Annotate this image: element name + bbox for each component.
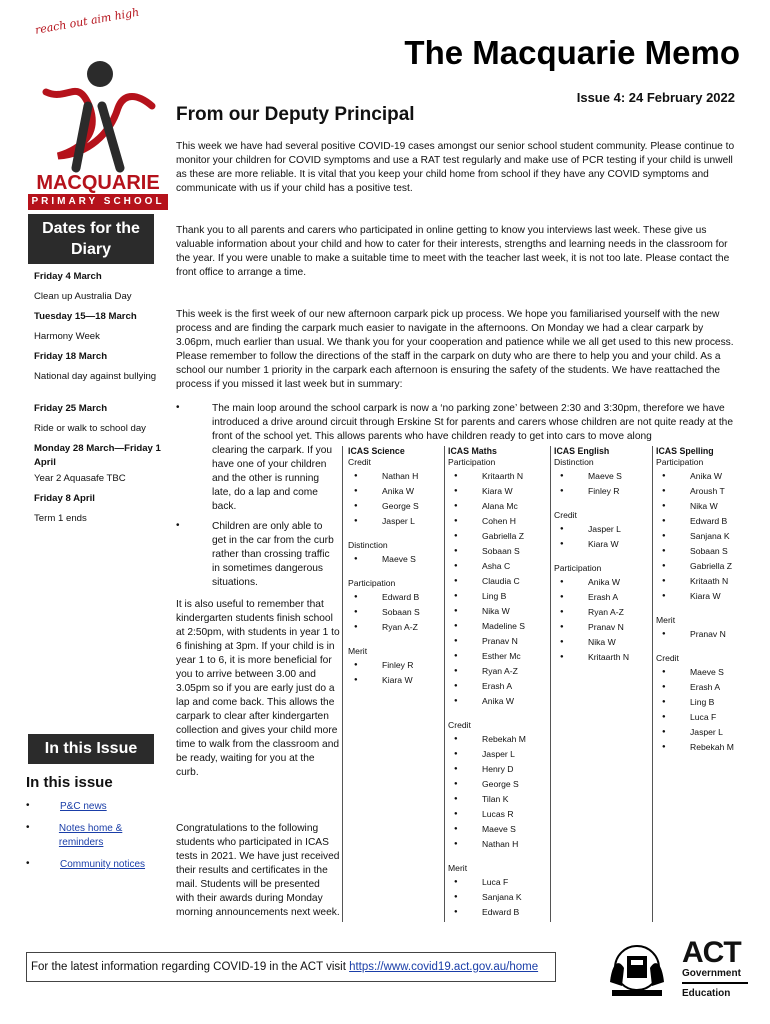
bullet-carpark-loop-continued: clearing the carpark. If you have one of your children and the other is running late, do a lap and come back. bbox=[212, 445, 333, 512]
student-list-item bbox=[448, 905, 548, 920]
diary-date: Friday 25 March bbox=[34, 403, 108, 414]
spacer bbox=[448, 852, 548, 862]
student-list-item bbox=[656, 559, 740, 574]
bullet-dot: ● bbox=[354, 473, 358, 479]
student-name: Nika W bbox=[482, 606, 510, 616]
student-name: Lucas R bbox=[482, 809, 514, 819]
student-list-item bbox=[448, 529, 548, 544]
school-logo bbox=[28, 5, 174, 212]
bullet-dot: ● bbox=[454, 683, 458, 689]
paragraph-covid: This week we have had several positive COVID-19 cases amongst our senior school student community. Please continue to monitor your children for COVID symptoms and use a RAT test regularly and make use of PCR testing if your child is unwell as these are more reliable. It is vital that you keep your child home from school if they have any COVID symptoms and communicate with us if your child has a positive test. bbox=[176, 141, 735, 194]
section-heading: From our Deputy Principal bbox=[176, 104, 415, 125]
act-government-logo bbox=[600, 938, 750, 1008]
student-list-item bbox=[554, 635, 650, 650]
student-list-item bbox=[348, 658, 442, 673]
student-list-item bbox=[448, 837, 548, 852]
student-name: Sobaan S bbox=[482, 546, 520, 556]
divider bbox=[342, 446, 343, 922]
bullet-dot: ● bbox=[662, 518, 666, 524]
bullet-dot: ● bbox=[454, 811, 458, 817]
student-list-item bbox=[554, 590, 650, 605]
covid-footer bbox=[26, 952, 556, 982]
student-name: Edward B bbox=[690, 516, 728, 526]
student-list-item bbox=[348, 673, 442, 688]
bullet-dot: ● bbox=[354, 609, 358, 615]
bullet-dot: ● bbox=[454, 698, 458, 704]
student-name: Sanjana K bbox=[482, 892, 522, 902]
student-list-item bbox=[448, 634, 548, 649]
student-list-item bbox=[348, 514, 442, 529]
icas-spelling-column bbox=[656, 446, 740, 755]
student-list-item bbox=[448, 747, 548, 762]
student-list-item bbox=[448, 792, 548, 807]
bullet-dot: ● bbox=[454, 488, 458, 494]
bullet-dot: ● bbox=[560, 579, 564, 585]
bullet-dot: • bbox=[176, 402, 180, 413]
issue-link-item bbox=[26, 822, 166, 850]
bullet-curb: Children are only able to get in the car from the curb rather than crossing traffic in sometimes dangerous situations. bbox=[212, 521, 334, 588]
issue-link[interactable]: Community notices bbox=[60, 859, 146, 870]
student-name: Tilan K bbox=[482, 794, 509, 804]
bullet-dot: ● bbox=[662, 488, 666, 494]
paragraph-interviews: Thank you to all parents and carers who participated in online getting to know you interviews last week. These give us valuable information about your child and how to cater for their interests, strengths and learning needs in the classroom for the year. If you were unable to make a suitable time to meet with the teacher last week, it is not too late. Please contact the front office to arrange a time. bbox=[176, 225, 730, 278]
student-list bbox=[448, 875, 548, 920]
bullet-dot: ● bbox=[354, 503, 358, 509]
student-name: Kiara W bbox=[382, 675, 413, 685]
student-list-item bbox=[348, 620, 442, 635]
award-level-label: Participation bbox=[554, 563, 602, 573]
student-name: Erash A bbox=[588, 592, 619, 602]
student-name: Erash A bbox=[482, 681, 513, 691]
award-level-label: Merit bbox=[448, 863, 468, 873]
divider bbox=[444, 446, 445, 922]
student-list-item bbox=[656, 740, 740, 755]
footer-text: For the latest information regarding COVID-19 in the ACT visit bbox=[31, 961, 350, 973]
spacer bbox=[554, 552, 650, 562]
student-name: Maeve S bbox=[690, 667, 724, 677]
bullet-dot: ● bbox=[560, 488, 564, 494]
student-name: George S bbox=[382, 501, 419, 511]
icas-column-title: ICAS English bbox=[554, 446, 610, 456]
bullet-dot: ● bbox=[354, 594, 358, 600]
bullet-dot: ● bbox=[454, 623, 458, 629]
student-name: Sobaan S bbox=[382, 607, 420, 617]
student-name: Erash A bbox=[690, 682, 721, 692]
student-list bbox=[348, 658, 442, 688]
paragraph-icas-congrats: Congratulations to the following students who participated in ICAS tests in 2021. We have just received their results and certificates in the mail. Students will be presented with their awards during Monday morning announcements next week. bbox=[176, 823, 340, 918]
issue-link-item bbox=[26, 858, 166, 872]
bullet-dot: ● bbox=[454, 796, 458, 802]
student-name: Nika W bbox=[690, 501, 718, 511]
student-list-item bbox=[348, 552, 442, 567]
student-name: Pranav N bbox=[482, 636, 518, 646]
award-level-label: Participation bbox=[448, 457, 496, 467]
student-name: Gabriella Z bbox=[482, 531, 525, 541]
student-list-item bbox=[554, 575, 650, 590]
issue-link[interactable]: Notes home & reminders bbox=[58, 823, 123, 848]
student-list-item bbox=[554, 484, 650, 499]
student-list-item bbox=[656, 627, 740, 642]
student-name: Kritaath N bbox=[690, 576, 729, 586]
bullet-dot: ● bbox=[662, 631, 666, 637]
bullet-dot: ● bbox=[662, 578, 666, 584]
student-list-item bbox=[554, 469, 650, 484]
student-name: Kritaarth N bbox=[482, 471, 524, 481]
award-level-label: Credit bbox=[554, 510, 577, 520]
bullet-dot: ● bbox=[454, 751, 458, 757]
bullet-dot: ● bbox=[454, 879, 458, 885]
bullet-dot: • bbox=[26, 858, 30, 869]
student-list-item bbox=[656, 484, 740, 499]
spacer bbox=[448, 709, 548, 719]
bullet-dot: ● bbox=[454, 503, 458, 509]
student-name: Jasper L bbox=[690, 727, 723, 737]
student-name: Claudia C bbox=[482, 576, 520, 586]
bullet-dot: ● bbox=[560, 594, 564, 600]
student-list-item bbox=[554, 605, 650, 620]
diary-event: Term 1 ends bbox=[34, 513, 87, 524]
student-name: Jasper L bbox=[588, 524, 621, 534]
student-name: Anika W bbox=[482, 696, 514, 706]
student-name: Kiara W bbox=[482, 486, 513, 496]
student-name: Ling B bbox=[482, 591, 507, 601]
student-name: Jasper L bbox=[482, 749, 515, 759]
student-list-item bbox=[656, 514, 740, 529]
student-list-item bbox=[448, 469, 548, 484]
student-list-item bbox=[448, 589, 548, 604]
student-name: Finley R bbox=[382, 660, 414, 670]
student-list-item bbox=[554, 522, 650, 537]
diary-title-box: Dates for the Diary bbox=[28, 214, 154, 264]
icas-science-column bbox=[348, 446, 442, 688]
student-name: Henry D bbox=[482, 764, 514, 774]
bullet-dot: ● bbox=[354, 518, 358, 524]
student-list bbox=[348, 590, 442, 635]
bullet-dot: ● bbox=[662, 684, 666, 690]
student-list-item bbox=[554, 537, 650, 552]
student-list bbox=[554, 522, 650, 552]
issue-date: Issue 4: 24 February 2022 bbox=[576, 90, 735, 105]
student-name: Madeline S bbox=[482, 621, 525, 631]
bullet-dot: ● bbox=[454, 766, 458, 772]
student-list-item bbox=[448, 619, 548, 634]
student-name: Maeve S bbox=[382, 554, 416, 564]
icas-maths-column bbox=[448, 446, 548, 920]
bullet-dot: ● bbox=[454, 563, 458, 569]
student-list-item bbox=[448, 559, 548, 574]
student-list-item bbox=[448, 544, 548, 559]
diary-date: Friday 4 March bbox=[34, 271, 102, 282]
student-name: Nika W bbox=[588, 637, 616, 647]
bullet-dot: ● bbox=[454, 653, 458, 659]
logo-school-name: MACQUARIE bbox=[36, 172, 160, 194]
award-level-label: Credit bbox=[348, 457, 371, 467]
student-name: Cohen H bbox=[482, 516, 516, 526]
bullet-dot: ● bbox=[560, 654, 564, 660]
student-list-item bbox=[348, 484, 442, 499]
student-name: Ryan A-Z bbox=[482, 666, 518, 676]
student-list-item bbox=[348, 469, 442, 484]
student-list-item bbox=[348, 605, 442, 620]
act-education-label: Education bbox=[682, 988, 731, 999]
student-name: Edward B bbox=[482, 907, 520, 917]
student-list-item bbox=[448, 574, 548, 589]
student-name: Luca F bbox=[690, 712, 717, 722]
bullet-dot: • bbox=[176, 520, 180, 531]
logo-motto: reach out aim high bbox=[34, 5, 141, 37]
student-list-item bbox=[448, 822, 548, 837]
bullet-dot: ● bbox=[560, 639, 564, 645]
student-name: Ryan A-Z bbox=[588, 607, 624, 617]
act-crest-icon bbox=[600, 938, 674, 1002]
student-list bbox=[656, 665, 740, 755]
bullet-dot: ● bbox=[662, 699, 666, 705]
bullet-dot: ● bbox=[454, 578, 458, 584]
newsletter-title: The Macquarie Memo bbox=[404, 34, 740, 71]
spacer bbox=[348, 529, 442, 539]
bullet-dot: ● bbox=[662, 714, 666, 720]
student-list-item bbox=[656, 589, 740, 604]
award-level-label: Merit bbox=[656, 615, 676, 625]
award-level-label: Participation bbox=[348, 578, 396, 588]
student-name: Sobaan S bbox=[690, 546, 728, 556]
student-list-item bbox=[448, 762, 548, 777]
student-list-item bbox=[448, 514, 548, 529]
bullet-dot: ● bbox=[662, 503, 666, 509]
bullet-dot: ● bbox=[662, 473, 666, 479]
student-name: Pranav N bbox=[690, 629, 726, 639]
award-level-label: Participation bbox=[656, 457, 704, 467]
student-name: Nathan H bbox=[382, 471, 419, 481]
divider bbox=[682, 982, 748, 984]
bullet-dot: ● bbox=[560, 541, 564, 547]
diary-event: Clean up Australia Day bbox=[34, 291, 132, 302]
bullet-dot: ● bbox=[454, 668, 458, 674]
student-list-item bbox=[448, 875, 548, 890]
student-list-item bbox=[656, 574, 740, 589]
bullet-dot: ● bbox=[560, 526, 564, 532]
student-list-item bbox=[448, 694, 548, 709]
bullet-dot: ● bbox=[662, 669, 666, 675]
in-this-issue-heading: In this issue bbox=[26, 774, 113, 791]
student-name: Kiara W bbox=[690, 591, 721, 601]
student-name: Anika W bbox=[382, 486, 414, 496]
bullet-dot: ● bbox=[454, 841, 458, 847]
student-list-item bbox=[448, 732, 548, 747]
icas-english-column bbox=[554, 446, 650, 665]
diary-event: Year 2 Aquasafe TBC bbox=[34, 473, 126, 484]
spacer bbox=[348, 567, 442, 577]
award-level-label: Merit bbox=[348, 646, 368, 656]
icas-column-title: ICAS Maths bbox=[448, 446, 497, 456]
logo-school-subtitle: PRIMARY SCHOOL bbox=[28, 194, 168, 210]
student-list-item bbox=[348, 590, 442, 605]
student-name: Anika W bbox=[690, 471, 722, 481]
bullet-dot: ● bbox=[560, 624, 564, 630]
logo-figure-icon bbox=[28, 36, 174, 186]
student-list-item bbox=[656, 469, 740, 484]
student-name: Nathan H bbox=[482, 839, 519, 849]
student-name: Maeve S bbox=[482, 824, 516, 834]
student-name: Ling B bbox=[690, 697, 715, 707]
diary-date: Tuesday 15—18 March bbox=[34, 311, 137, 322]
award-level-label: Distinction bbox=[554, 457, 594, 467]
student-name: Asha C bbox=[482, 561, 511, 571]
diary-event: Ride or walk to school day bbox=[34, 423, 146, 434]
student-list-item bbox=[448, 679, 548, 694]
bullet-dot: ● bbox=[454, 909, 458, 915]
student-list-item bbox=[656, 529, 740, 544]
bullet-dot: ● bbox=[454, 826, 458, 832]
student-name: Kritaarth N bbox=[588, 652, 630, 662]
act-wordmark: ACT bbox=[682, 936, 741, 969]
bullet-dot: ● bbox=[454, 894, 458, 900]
student-name: Pranav N bbox=[588, 622, 624, 632]
bullet-dot: ● bbox=[560, 473, 564, 479]
student-name: Rebekah M bbox=[482, 734, 526, 744]
award-level-label: Credit bbox=[656, 653, 679, 663]
spacer bbox=[554, 499, 650, 509]
bullet-dot: ● bbox=[454, 548, 458, 554]
bullet-dot: ● bbox=[354, 677, 358, 683]
student-name: Gabriella Z bbox=[690, 561, 733, 571]
bullet-dot: ● bbox=[454, 533, 458, 539]
bullet-dot: ● bbox=[454, 638, 458, 644]
diary-event: National day against bullying bbox=[34, 371, 157, 382]
icas-column-title: ICAS Spelling bbox=[656, 446, 714, 456]
diary-list bbox=[34, 270, 164, 532]
student-name: George S bbox=[482, 779, 519, 789]
student-list bbox=[348, 552, 442, 567]
student-name: Jasper L bbox=[382, 516, 415, 526]
diary-date: Monday 28 March—Friday 1 April bbox=[34, 443, 161, 468]
student-list bbox=[554, 575, 650, 665]
bullet-dot: ● bbox=[354, 662, 358, 668]
bullet-dot: ● bbox=[662, 729, 666, 735]
student-list-item bbox=[448, 499, 548, 514]
bullet-dot: ● bbox=[354, 556, 358, 562]
bullet-dot: • bbox=[26, 800, 30, 811]
student-list-item bbox=[448, 664, 548, 679]
diary-event: Harmony Week bbox=[34, 331, 100, 342]
diary-date: Friday 8 April bbox=[34, 493, 95, 504]
student-name: Ryan A-Z bbox=[382, 622, 418, 632]
student-list bbox=[554, 469, 650, 499]
bullet-dot: ● bbox=[454, 608, 458, 614]
issue-link[interactable]: P&C news bbox=[60, 801, 107, 812]
student-list-item bbox=[448, 604, 548, 619]
student-list-item bbox=[448, 807, 548, 822]
spacer bbox=[656, 604, 740, 614]
student-list-item bbox=[448, 890, 548, 905]
student-list-item bbox=[348, 499, 442, 514]
bullet-carpark-loop: The main loop around the school carpark is now a ‘no parking zone’ between 2:30 and 3:30pm, therefore we have introduced a drive around circuit through Erskine St for parents and carers whose children are not quite ready at the front of the school yet. This allows parents who have children ready to get into cars to move along bbox=[212, 403, 733, 442]
covid-link[interactable]: https://www.covid19.act.gov.au/home bbox=[349, 961, 539, 973]
bullet-dot: ● bbox=[662, 548, 666, 554]
bullet-dot: ● bbox=[354, 488, 358, 494]
student-name: Esther Mc bbox=[482, 651, 521, 661]
student-name: Edward B bbox=[382, 592, 420, 602]
student-name: Finley R bbox=[588, 486, 620, 496]
divider bbox=[652, 446, 653, 922]
spacer bbox=[656, 642, 740, 652]
icas-results-table bbox=[344, 446, 740, 926]
issue-links-list bbox=[26, 800, 166, 880]
bullet-dot: ● bbox=[662, 533, 666, 539]
student-list-item bbox=[448, 649, 548, 664]
bullet-dot: ● bbox=[454, 593, 458, 599]
student-name: Rebekah M bbox=[690, 742, 734, 752]
diary-date: Friday 18 March bbox=[34, 351, 108, 362]
student-name: Anika W bbox=[588, 577, 620, 587]
student-list-item bbox=[656, 544, 740, 559]
student-list-item bbox=[656, 710, 740, 725]
in-this-issue-box: In this Issue bbox=[28, 734, 154, 764]
bullet-dot: ● bbox=[662, 593, 666, 599]
bullet-dot: ● bbox=[662, 744, 666, 750]
student-list bbox=[448, 732, 548, 852]
student-list-item bbox=[656, 725, 740, 740]
student-list bbox=[656, 469, 740, 604]
student-name: Luca F bbox=[482, 877, 509, 887]
student-name: Sanjana K bbox=[690, 531, 730, 541]
student-list bbox=[656, 627, 740, 642]
bullet-dot: ● bbox=[454, 736, 458, 742]
bullet-dot: • bbox=[26, 822, 30, 833]
icas-column-title: ICAS Science bbox=[348, 446, 405, 456]
bullet-dot: ● bbox=[560, 609, 564, 615]
student-list bbox=[448, 469, 548, 709]
paragraph-kindergarten: It is also useful to remember that kindergarten students finish school at 2:50pm, with students in year 1 to 6 finishing at 3pm. If your child is in year 1 to 6, it is more beneficial for you to arrive between 3.00 and 3.05pm so if you are early just do a lap and come back. This allows the carpark to clear after kindergarten collection and gives your child more time to walk from the classroom and be ready, waiting for you at the curb. bbox=[176, 599, 340, 778]
student-name: Kiara W bbox=[588, 539, 619, 549]
bullet-dot: ● bbox=[454, 781, 458, 787]
issue-link-item bbox=[26, 800, 166, 814]
student-list bbox=[348, 469, 442, 529]
bullet-dot: ● bbox=[454, 518, 458, 524]
student-list-item bbox=[448, 484, 548, 499]
student-list-item bbox=[656, 680, 740, 695]
student-list-item bbox=[656, 665, 740, 680]
student-list-item bbox=[554, 650, 650, 665]
student-list-item bbox=[656, 499, 740, 514]
student-list-item bbox=[656, 695, 740, 710]
bullet-dot: ● bbox=[354, 624, 358, 630]
student-name: Maeve S bbox=[588, 471, 622, 481]
student-list-item bbox=[448, 777, 548, 792]
bullet-dot: ● bbox=[662, 563, 666, 569]
paragraph-carpark: This week is the first week of our new afternoon carpark pick up process. We hope you familiarised yourself with the new process and are finding the carpark much easier to navigate in the afternoons. On Monday we had a clear carpark by 3.06pm, much earlier than usual. We thank you for your cooperation and patience while we all get used to this new process. Please remember to follow the directions of the staff in the carpark on duty who are there to help you and your child. As a school our number 1 priority in the carpark each afternoon is ensuring the safety of the students. We have reattached the process if you missed it last week but in summary: bbox=[176, 309, 734, 390]
spacer bbox=[348, 635, 442, 645]
student-list-item bbox=[554, 620, 650, 635]
student-name: Aroush T bbox=[690, 486, 725, 496]
bullet-dot: ● bbox=[454, 473, 458, 479]
award-level-label: Distinction bbox=[348, 540, 388, 550]
student-name: Alana Mc bbox=[482, 501, 518, 511]
divider bbox=[550, 446, 551, 922]
award-level-label: Credit bbox=[448, 720, 471, 730]
act-government-label: Government bbox=[682, 968, 741, 979]
